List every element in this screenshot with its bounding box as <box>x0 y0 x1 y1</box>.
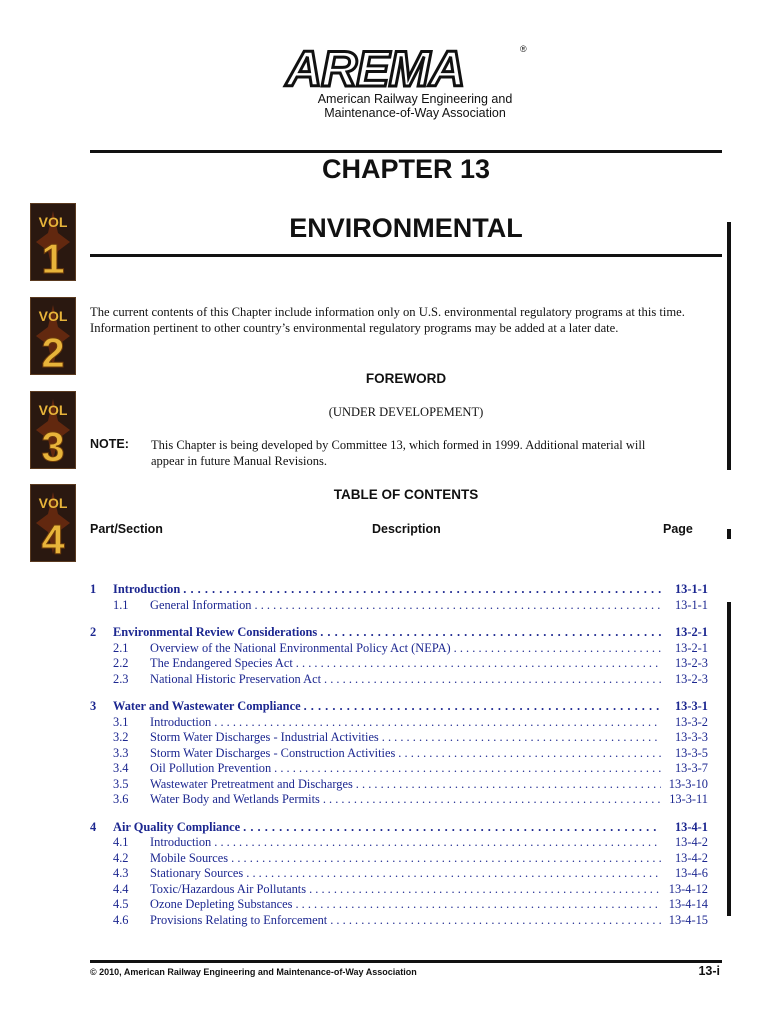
vol-2-number: 2 <box>41 329 65 375</box>
chapter-name: ENVIRONMENTAL <box>289 213 523 243</box>
vol-1-badge[interactable] <box>30 203 76 281</box>
toc-section-title: Wastewater Pretreatment and Discharges <box>150 776 353 791</box>
toc-leader <box>324 672 661 687</box>
toc-part-title: Air Quality Compliance <box>113 819 241 834</box>
toc-part-row[interactable] <box>90 699 708 715</box>
toc-leader <box>296 656 661 671</box>
toc-section-title: General Information <box>150 597 252 612</box>
vol-2-label: VOL <box>38 308 68 324</box>
toc-section-number: 4.3 <box>113 866 129 880</box>
toc-section-row[interactable] <box>90 866 708 882</box>
toc-leader <box>214 835 661 850</box>
toc-group <box>90 699 708 808</box>
vol-3-number: 3 <box>41 423 65 469</box>
logo-subtitle-line2: Maintenance-of-Way Association <box>324 106 506 120</box>
vol-3-label: VOL <box>38 402 68 418</box>
toc-page: 13-2-3 <box>674 671 708 686</box>
toc-leader <box>243 820 661 835</box>
chapter-title: CHAPTER 13 <box>321 154 491 184</box>
toc-col-page: Page <box>663 522 693 536</box>
toc-page: 13-3-3 <box>674 730 708 744</box>
toc-page: 13-4-14 <box>668 897 708 911</box>
toc-section-title: Overview of the National Environmental Policy Act (NEPA) <box>150 640 451 655</box>
toc-section-number: 2.3 <box>113 671 129 686</box>
logo-wordmark: AREMA <box>286 41 465 97</box>
toc-section-row[interactable] <box>90 851 708 867</box>
toc-section-number: 4.1 <box>113 835 129 849</box>
toc-section-number: 4.6 <box>113 912 129 927</box>
toc-page: 13-3-1 <box>674 699 708 713</box>
toc-part-number: 2 <box>90 625 97 639</box>
logo-subtitle <box>300 92 530 120</box>
toc-section-row[interactable] <box>90 897 708 913</box>
trademark-mark: ® <box>520 44 527 54</box>
toc-section-row[interactable] <box>90 598 708 614</box>
toc-group <box>90 820 708 929</box>
toc-section-title: Oil Pollution Prevention <box>150 761 272 775</box>
toc-part-row[interactable] <box>90 582 708 598</box>
toc-section-title: Stationary Sources <box>150 866 244 880</box>
toc-col-description: Description <box>372 522 441 536</box>
header-rule-bottom <box>90 254 722 257</box>
toc-part-row[interactable] <box>90 820 708 836</box>
toc-section-number: 1.1 <box>113 597 129 612</box>
vol-1-label: VOL <box>38 214 68 230</box>
toc-page: 13-4-12 <box>668 881 708 896</box>
toc-page: 13-4-2 <box>674 850 708 865</box>
toc-part-number: 4 <box>90 819 97 834</box>
toc-page: 13-4-1 <box>674 819 708 834</box>
change-bar <box>727 222 731 470</box>
toc-section-row[interactable] <box>90 777 708 793</box>
toc-page: 13-4-2 <box>674 835 708 849</box>
intro-paragraph: The current contents of this Chapter include information only on U.S. environmental regulatory programs at this time. Information pertinent to other country’s environmental regulatory programs may be added at a later date. <box>90 305 685 335</box>
toc-section-number: 4.5 <box>113 897 129 911</box>
note-text: This Chapter is being developed by Committee 13, which formed in 1999. Additional material will appear in future Manual Revisions. <box>151 438 646 468</box>
toc-section-row[interactable] <box>90 746 708 762</box>
toc-page: 13-4-6 <box>674 866 708 880</box>
toc-section-title: Water Body and Wetlands Permits <box>150 792 320 806</box>
toc-section-title: Introduction <box>150 835 212 849</box>
toc-page: 13-3-7 <box>674 761 708 775</box>
toc-page: 13-2-1 <box>674 640 708 655</box>
toc-page: 13-4-15 <box>668 912 708 927</box>
toc-page: 13-2-3 <box>674 656 708 670</box>
foreword-status: (UNDER DEVELOPEMENT) <box>328 405 484 419</box>
toc-part-title: Environmental Review Considerations <box>113 625 318 639</box>
toc-leader <box>320 625 661 640</box>
toc-heading: TABLE OF CONTENTS <box>333 487 479 502</box>
toc-part-row[interactable] <box>90 625 708 641</box>
toc-section-number: 3.6 <box>113 792 129 806</box>
toc-leader <box>183 582 661 597</box>
toc-section-title: Toxic/Hazardous Air Pollutants <box>150 881 307 896</box>
toc-section-number: 3.1 <box>113 714 129 729</box>
toc-section-row[interactable] <box>90 761 708 777</box>
toc-leader <box>398 746 661 761</box>
change-bar <box>727 602 731 916</box>
toc-part-title: Water and Wastewater Compliance <box>113 699 301 713</box>
toc-page: 13-1-1 <box>674 582 708 596</box>
toc-page: 13-3-10 <box>668 776 708 791</box>
toc-leader <box>323 792 661 807</box>
toc-section-row[interactable] <box>90 835 708 851</box>
vol-2-badge[interactable] <box>30 297 76 375</box>
toc-section-title: National Historic Preservation Act <box>150 671 322 686</box>
toc-section-number: 2.2 <box>113 656 129 670</box>
toc-section-number: 3.5 <box>113 776 129 791</box>
logo-subtitle-line1: American Railway Engineering and <box>317 92 513 106</box>
toc-leader <box>454 641 661 656</box>
toc-section-number: 4.4 <box>113 881 129 896</box>
toc-leader <box>214 715 661 730</box>
toc-section-title: Mobile Sources <box>150 850 229 865</box>
toc-page: 13-1-1 <box>674 597 708 612</box>
toc-section-row[interactable] <box>90 882 708 898</box>
toc-part-title: Introduction <box>113 582 181 596</box>
vol-3-badge[interactable] <box>30 391 76 469</box>
vol-4-badge[interactable] <box>30 484 76 562</box>
toc-leader <box>231 851 661 866</box>
footer-copyright: © 2010, American Railway Engineering and Maintenance-of-Way Association <box>90 967 417 977</box>
toc-section-title: Provisions Relating to Enforcement <box>150 912 328 927</box>
toc-part-number: 1 <box>90 582 97 596</box>
toc-group <box>90 582 708 613</box>
toc-leader <box>246 866 661 881</box>
footer-rule <box>90 960 722 963</box>
toc-section-number: 3.3 <box>113 745 129 760</box>
toc-section-row[interactable] <box>90 913 708 929</box>
toc-section-number: 3.2 <box>113 730 129 744</box>
table-of-contents <box>90 582 708 940</box>
toc-leader <box>304 699 661 714</box>
toc-section-row[interactable] <box>90 672 708 688</box>
toc-group <box>90 625 708 687</box>
toc-leader <box>330 913 661 928</box>
toc-leader <box>356 777 661 792</box>
toc-section-title: The Endangered Species Act <box>150 656 293 670</box>
toc-leader <box>295 897 661 912</box>
toc-section-row[interactable] <box>90 792 708 808</box>
toc-leader <box>382 730 661 745</box>
toc-leader <box>255 598 662 613</box>
foreword-heading: FOREWORD <box>365 371 447 386</box>
note-label: NOTE: <box>90 437 129 451</box>
vol-1-number: 1 <box>41 235 65 281</box>
toc-section-row[interactable] <box>90 715 708 731</box>
toc-page: 13-3-11 <box>669 792 708 806</box>
toc-part-number: 3 <box>90 699 97 713</box>
header-rule-top <box>90 150 722 153</box>
toc-section-title: Ozone Depleting Substances <box>150 897 293 911</box>
toc-section-number: 4.2 <box>113 850 129 865</box>
toc-section-number: 2.1 <box>113 640 129 655</box>
vol-4-number: 4 <box>41 516 65 562</box>
toc-section-title: Storm Water Discharges - Industrial Activities <box>150 730 379 744</box>
toc-section-row[interactable] <box>90 730 708 746</box>
toc-section-title: Storm Water Discharges - Construction Activities <box>150 745 396 760</box>
toc-page: 13-3-2 <box>674 714 708 729</box>
toc-section-number: 3.4 <box>113 761 129 775</box>
toc-section-row[interactable] <box>90 656 708 672</box>
toc-page: 13-2-1 <box>674 625 708 639</box>
toc-leader <box>309 882 661 897</box>
toc-col-part: Part/Section <box>90 522 163 536</box>
vol-4-label: VOL <box>38 495 68 511</box>
toc-section-row[interactable] <box>90 641 708 657</box>
footer-page-number: 13-i <box>698 964 720 978</box>
change-bar <box>727 529 731 539</box>
toc-leader <box>274 761 661 776</box>
toc-section-title: Introduction <box>150 714 212 729</box>
toc-page: 13-3-5 <box>674 745 708 760</box>
